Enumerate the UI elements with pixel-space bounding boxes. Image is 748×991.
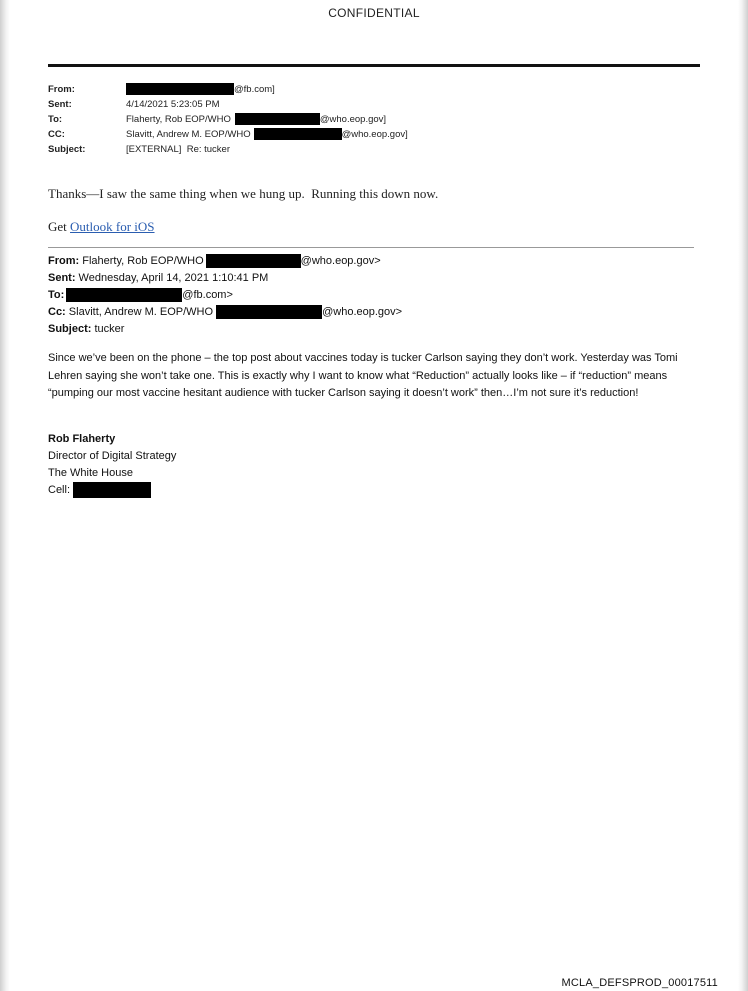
confidential-label: CONFIDENTIAL: [328, 6, 420, 20]
bates-number: MCLA_DEFSPROD_00017511: [561, 977, 718, 989]
redaction-box: [206, 254, 301, 268]
from-label: From:: [48, 84, 75, 95]
cc-domain: @who.eop.gov]: [341, 129, 408, 140]
sent-row: [48, 97, 408, 112]
outlook-ios-link[interactable]: Outlook for iOS: [70, 219, 155, 234]
sent-label: Sent:: [48, 99, 72, 110]
cc-row: [48, 127, 408, 142]
inner-to-domain: @fb.com>: [182, 289, 233, 301]
inner-sent-label: Sent:: [48, 272, 76, 284]
signature-cell-label: Cell:: [48, 484, 74, 496]
inner-cc-row: [48, 304, 402, 321]
subject-label: Subject:: [48, 144, 86, 155]
subject-value: [EXTERNAL] Re: tucker: [126, 144, 231, 155]
to-label: To:: [48, 114, 63, 125]
original-message-body: Since we’ve been on the phone – the top post about vaccines today is tucker Carlson saying they don’t work. Yesterday was Tomi Lehren saying she won’t take one. This is exactly why I want to know what “Reduction” actually looks like – if “reduction” means “pumping our most vaccine hesitant audience with tucker Carlson saying it doesn’t work” then…I’m not sure it’s reduction!: [48, 352, 678, 399]
from-row: [48, 82, 408, 97]
inner-from-domain: @who.eop.gov>: [300, 255, 381, 267]
inner-sent-row: [48, 270, 402, 287]
signature-name: Rob Flaherty: [48, 433, 116, 445]
subject-row: [48, 142, 408, 157]
to-row: [48, 112, 408, 127]
outer-email-header: [48, 82, 408, 157]
inner-subject-value: tucker: [91, 323, 125, 335]
reply-divider: [48, 247, 694, 248]
from-value: @fb.com]: [234, 84, 275, 95]
inner-cc-domain: @who.eop.gov>: [322, 306, 403, 318]
header-divider: [48, 64, 700, 67]
redaction-box: [235, 113, 320, 125]
inner-from-label: From:: [48, 255, 80, 267]
inner-from-name: Flaherty, Rob EOP/WHO: [79, 255, 204, 267]
sent-value: 4/14/2021 5:23:05 PM: [126, 99, 220, 110]
redaction-box: [73, 482, 151, 498]
get-prefix: Get: [48, 219, 71, 234]
redaction-box: [254, 128, 342, 140]
inner-to-label: To:: [48, 289, 65, 301]
inner-cc-label: Cc:: [48, 306, 66, 318]
redaction-box: [66, 288, 182, 302]
page-edge-left: [0, 0, 10, 991]
cc-name: Slavitt, Andrew M. EOP/WHO: [126, 129, 251, 140]
inner-subject-row: [48, 321, 402, 338]
inner-to-row: [48, 287, 402, 304]
get-outlook-line: [48, 219, 155, 235]
reply-body: Thanks—I saw the same thing when we hung up. Running this down now.: [48, 186, 439, 201]
inner-from-row: [48, 253, 402, 270]
to-domain: @who.eop.gov]: [319, 114, 387, 125]
redaction-box: [216, 305, 322, 319]
inner-subject-label: Subject:: [48, 323, 92, 335]
signature-title: Director of Digital Strategy: [48, 450, 177, 462]
to-name: Flaherty, Rob EOP/WHO: [126, 114, 231, 125]
inner-cc-name: Slavitt, Andrew M. EOP/WHO: [65, 306, 217, 318]
signature-cell-row: [48, 482, 176, 499]
signature-org: The White House: [48, 467, 133, 479]
inner-sent-value: Wednesday, April 14, 2021 1:10:41 PM: [75, 272, 269, 284]
redaction-box: [126, 83, 234, 95]
page-edge-right: [738, 0, 748, 991]
inner-email-header: [48, 253, 402, 338]
cc-label: CC:: [48, 129, 65, 140]
signature-block: [48, 431, 176, 499]
